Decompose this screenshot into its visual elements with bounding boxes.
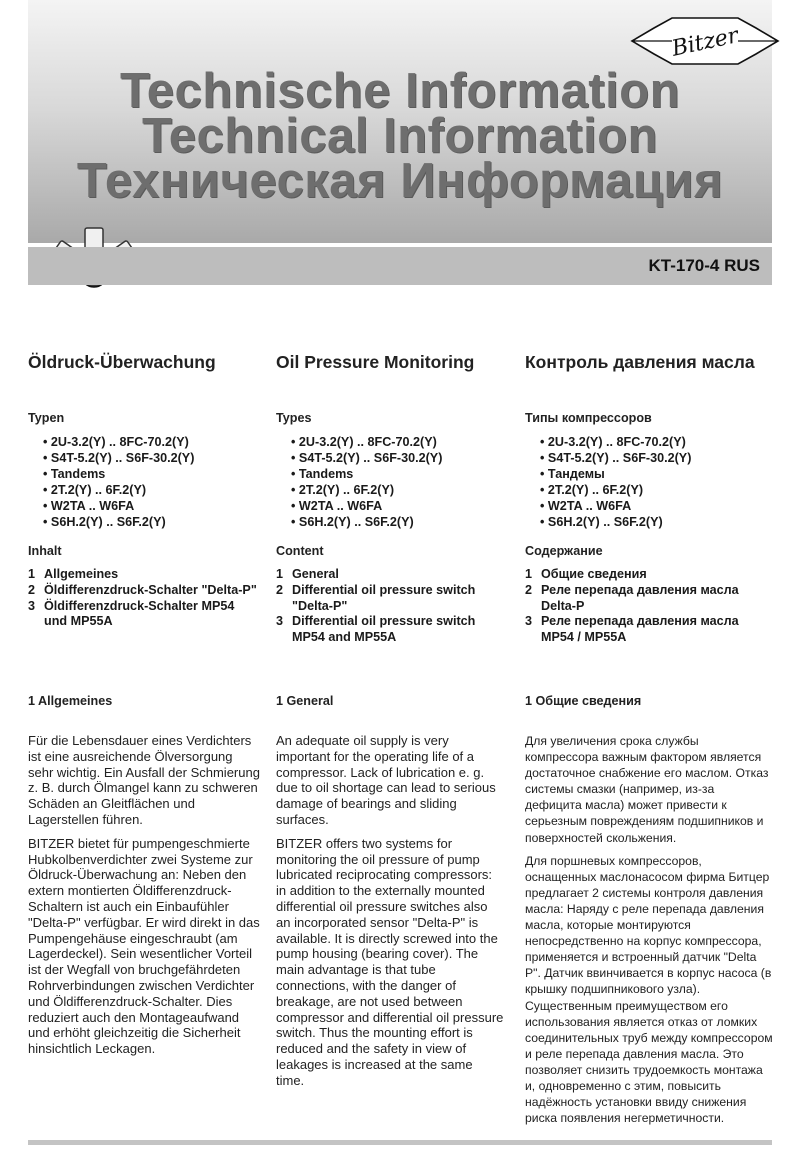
toc-item: 2 Реле перепада давления масла Delta-P <box>525 582 739 613</box>
content-label: Содержание <box>525 544 603 558</box>
body-text <box>525 733 773 1133</box>
types-list <box>43 434 194 530</box>
section-heading: 1 Allgemeines <box>28 694 113 708</box>
list-item: • Tandems <box>291 466 442 482</box>
title-english: Technical Information <box>142 109 658 163</box>
types-list <box>291 434 442 530</box>
types-label: Types <box>276 411 312 425</box>
column-german <box>28 352 260 1057</box>
toc-item: 1 Allgemeines <box>28 567 119 581</box>
types-label: Типы компрессоров <box>525 411 652 425</box>
paragraph: An adequate oil supply is very important for the operating life of a compressor. Lack of lubrication e. g. due to oil shortage can lead to serious damage of bearings and sliding surfaces. <box>276 733 496 827</box>
body-text <box>276 733 504 1097</box>
types-list <box>540 434 691 530</box>
list-item: • S4T-5.2(Y) .. S6F-30.2(Y) <box>540 450 691 466</box>
paragraph: Für die Lebensdauer eines Verdichters ist eine ausreichende Ölversorgung sehr wichtig. Ein Ausfall der Schmierung z. B. durch Ölmangel kann zu schweren Schäden an Gleitflächen und Lagerstellen führen. <box>28 733 260 827</box>
toc-item: 3 Öldifferenzdruck-Schalter MP54 und MP55A <box>28 598 235 629</box>
list-item: • 2U-3.2(Y) .. 8FC-70.2(Y) <box>540 434 691 450</box>
content-label: Inhalt <box>28 544 62 558</box>
content-label: Content <box>276 544 324 558</box>
toc-item: 1 General <box>276 567 339 581</box>
list-item: • 2U-3.2(Y) .. 8FC-70.2(Y) <box>291 434 442 450</box>
list-item: • 2U-3.2(Y) .. 8FC-70.2(Y) <box>43 434 194 450</box>
column-heading: Oil Pressure Monitoring <box>276 352 475 372</box>
toc-item: 3 Differential oil pressure switch MP54 and MP55A <box>276 614 476 645</box>
table-of-contents <box>276 567 504 646</box>
paragraph: Для поршневых компрессоров, оснащенных маслонасосом фирма Битцер предлагает 2 системы контроля давления масла: Наряду с реле перепада давления масла, которые монтируются непосредственно на корпус компрессора, применяется и встроенный датчик "Delta P". Датчик ввинчивается в корпус насоса (в крышку подшипникового узла). Существенным преимуществом его использования является отказ от ломких соединительных труб между компрессором и реле перепада давления масла. Это позволяет снизить трудоемкость монтажа и, одновременно с этим, повысить надёжность установки ввиду снижения риска появления негерметичности. <box>525 853 773 1126</box>
list-item: • S6H.2(Y) .. S6F.2(Y) <box>291 514 442 530</box>
toc-item: 1 Общие сведения <box>525 567 647 581</box>
table-of-contents <box>525 567 773 646</box>
list-item: • S4T-5.2(Y) .. S6F-30.2(Y) <box>43 450 194 466</box>
list-item: • S4T-5.2(Y) .. S6F-30.2(Y) <box>291 450 442 466</box>
paragraph: BITZER bietet für pumpengeschmierte Hubkolbenverdichter zwei Systeme zur Öldruck-Überwachung an: Neben den extern montierten Öldifferenzdruck-Schaltern ist auch ein Einbaufühler "Delta-P" verfügbar. Er wird direkt in das Pumpengehäuse eingeschraubt (am Lagerdeckel). Sein wesentlicher Vorteil ist der Wegfall von bruchgefährdeten Rohrverbindungen zwischen Verdichter und Öldifferenzdruck-Schalter. Dies reduziert auch den Montageaufwand und erhöht gleichzeitig die Sicherheit hinsichtlich Leckagen. <box>28 835 260 1057</box>
list-item: • 2T.2(Y) .. 6F.2(Y) <box>291 482 442 498</box>
document-number-bar <box>28 247 772 285</box>
list-item: • 2T.2(Y) .. 6F.2(Y) <box>540 482 691 498</box>
column-russian <box>525 352 773 1126</box>
title-russian: Техническая Информация <box>76 154 724 208</box>
column-heading: Контроль давления масла <box>525 352 755 372</box>
paragraph: BITZER offers two systems for monitoring the oil pressure of pump lubricated reciprocating compressors: in addition to the externally mounted differential oil pressure switches also an incorporated sensor "Delta-P" is available. It is directly screwed into the pump housing (bearing cover). The main advantage is that tube connections, with the danger of breakage, are not used between compressor and differential oil pressure switch. Thus the mounting effort is reduced and the safety in view of leakages is increased at the same time. <box>276 835 504 1088</box>
document-number: KT-170-4 RUS <box>648 256 760 275</box>
list-item: • W2TA .. W6FA <box>43 498 194 514</box>
footer-divider <box>28 1140 772 1145</box>
list-item: • 2T.2(Y) .. 6F.2(Y) <box>43 482 194 498</box>
bitzer-logo <box>630 14 780 68</box>
section-heading: 1 General <box>276 694 334 708</box>
toc-item: 3 Реле перепада давления масла MP54 / MP55A <box>525 614 739 645</box>
toc-item: 2 Öldifferenzdruck-Schalter "Delta-P" <box>28 582 257 597</box>
column-heading: Öldruck-Überwachung <box>28 352 216 372</box>
list-item: • S6H.2(Y) .. S6F.2(Y) <box>43 514 194 530</box>
table-of-contents <box>28 567 260 630</box>
list-item: • Тандемы <box>540 466 691 482</box>
list-item: • W2TA .. W6FA <box>291 498 442 514</box>
types-label: Typen <box>28 411 65 425</box>
toc-item: 2 Differential oil pressure switch "Delta-P" <box>276 582 476 613</box>
list-item: • S6H.2(Y) .. S6F.2(Y) <box>540 514 691 530</box>
paragraph: Для увеличения срока службы компрессора важным фактором является достаточное снабжение его маслом. Отказ системы смазки (например, из-за дефицита масла) может привести к серьезным повреждениям подшипников и поверхностей скольжения. <box>525 734 769 845</box>
section-heading: 1 Общие сведения <box>525 694 642 708</box>
title-german: Technische Information <box>119 64 681 118</box>
list-item: • W2TA .. W6FA <box>540 498 691 514</box>
logo-text: Bitzer <box>669 23 741 62</box>
list-item: • Tandems <box>43 466 194 482</box>
column-english <box>276 352 504 1088</box>
body-text <box>28 733 260 1065</box>
